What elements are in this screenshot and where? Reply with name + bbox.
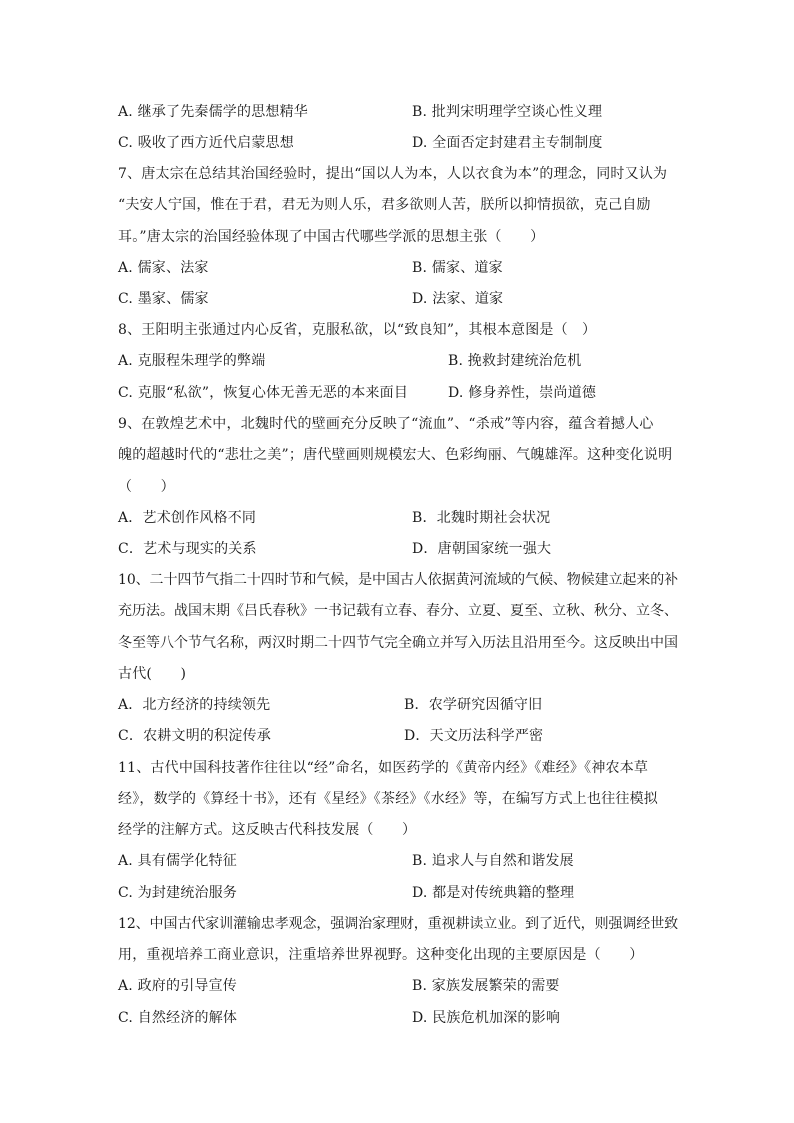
q7-stem-line-3: 耳。”唐太宗的治国经验体现了中国古代哪些学派的思想主张（ ） <box>118 229 545 245</box>
q6-option-d: D. 全面否定封建君主专制制度 <box>412 135 603 151</box>
q7-option-a: A. 儒家、法家 <box>118 260 209 276</box>
q10-stem-line-1: 10、二十四节气指二十四时节和气候，是中国古人依据黄河流域的气候、物候建立起来的补 <box>118 572 679 588</box>
q7-option-b: B. 儒家、道家 <box>412 260 503 276</box>
q12-option-a: A. 政府的引导宣传 <box>118 978 238 994</box>
q10-stem-line-2: 充历法。战国末期《吕氏春秋》一书记载有立春、春分、立夏、夏至、立秋、秋分、立冬、 <box>118 603 678 619</box>
q7-option-d: D. 法家、道家 <box>412 291 504 307</box>
q12-stem-line-2: 用，重视培养工商业意识，注重培养世界视野。这种变化出现的主要原因是（ ） <box>118 947 644 963</box>
q9-option-a: A．艺术创作风格不同 <box>118 510 257 526</box>
q8-option-c: C. 克服“私欲”，恢复心体无善无恶的本来面目 <box>118 385 409 401</box>
q11-stem-line-1: 11、古代中国科技著作往往以“经”命名，如医药学的《黄帝内经》《难经》《神农本草 <box>118 760 649 776</box>
q10-option-a: A．北方经济的持续领先 <box>118 697 271 713</box>
q12-option-d: D. 民族危机加深的影响 <box>412 1010 561 1026</box>
q10-stem-line-4: 古代( ) <box>118 666 187 682</box>
q6-option-a: A. 继承了先秦儒学的思想精华 <box>118 104 309 120</box>
q11-option-c: C. 为封建统治服务 <box>118 885 238 901</box>
q8-option-d: D. 修身养性，崇尚道德 <box>448 385 597 401</box>
q12-stem-line-1: 12、中国古代家训灌输忠孝观念，强调治家理财，重视耕读立业。到了近代，则强调经世致 <box>118 916 679 932</box>
q11-option-b: B. 追求人与自然和谐发展 <box>412 853 574 869</box>
q10-option-b: B．农学研究因循守旧 <box>404 697 543 713</box>
q11-stem-line-3: 经学的注解方式。这反映古代科技发展（ ） <box>118 822 417 838</box>
q7-option-c: C. 墨家、儒家 <box>118 291 209 307</box>
q9-stem-line-1: 9、在敦煌艺术中，北魏时代的壁画充分反映了“流血”、“杀戒”等内容，蕴含着撼人心 <box>118 416 654 432</box>
q10-option-c: C．农耕文明的积淀传承 <box>118 728 271 744</box>
q12-option-b: B. 家族发展繁荣的需要 <box>412 978 560 994</box>
q9-stem-line-3: （ ） <box>118 479 175 495</box>
q10-option-d: D．天文历法科学严密 <box>404 728 544 744</box>
q8-option-b: B. 挽救封建统治危机 <box>448 353 582 369</box>
q7-stem-line-2: “夫安人宁国，惟在于君，君无为则人乐，君多欲则人苦，朕所以抑情损欲，克己自励 <box>118 197 651 213</box>
q9-option-b: B．北魏时期社会状况 <box>412 510 551 526</box>
q12-option-c: C. 自然经济的解体 <box>118 1010 238 1026</box>
q9-option-c: C．艺术与现实的关系 <box>118 541 257 557</box>
q11-stem-line-2: 经》，数学的《算经十书》，还有《星经》《茶经》《水经》等，在编写方式上也往往模拟 <box>118 791 658 807</box>
q9-stem-line-2: 魄的超越时代的“悲壮之美”；唐代壁画则规模宏大、色彩绚丽、气魄雄浑。这种变化说明 <box>118 447 673 463</box>
q11-option-a: A. 具有儒学化特征 <box>118 853 238 869</box>
q6-option-c: C. 吸收了西方近代启蒙思想 <box>118 135 294 151</box>
q6-option-b: B. 批判宋明理学空谈心性义理 <box>412 104 603 120</box>
q10-stem-line-3: 冬至等八个节气名称，两汉时期二十四节气完全确立并写入历法且沿用至今。这反映出中国 <box>118 635 678 651</box>
q9-option-d: D．唐朝国家统一强大 <box>412 541 552 557</box>
q8-stem-line-1: 8、王阳明主张通过内心反省，克服私欲，以“致良知”，其根本意图是（ ） <box>118 322 597 338</box>
q7-stem-line-1: 7、唐太宗在总结其治国经验时，提出“国以人为本，人以衣食为本”的理念，同时又认为 <box>118 166 668 182</box>
q8-option-a: A. 克服程朱理学的弊端 <box>118 353 266 369</box>
q11-option-d: D. 都是对传统典籍的整理 <box>412 885 575 901</box>
